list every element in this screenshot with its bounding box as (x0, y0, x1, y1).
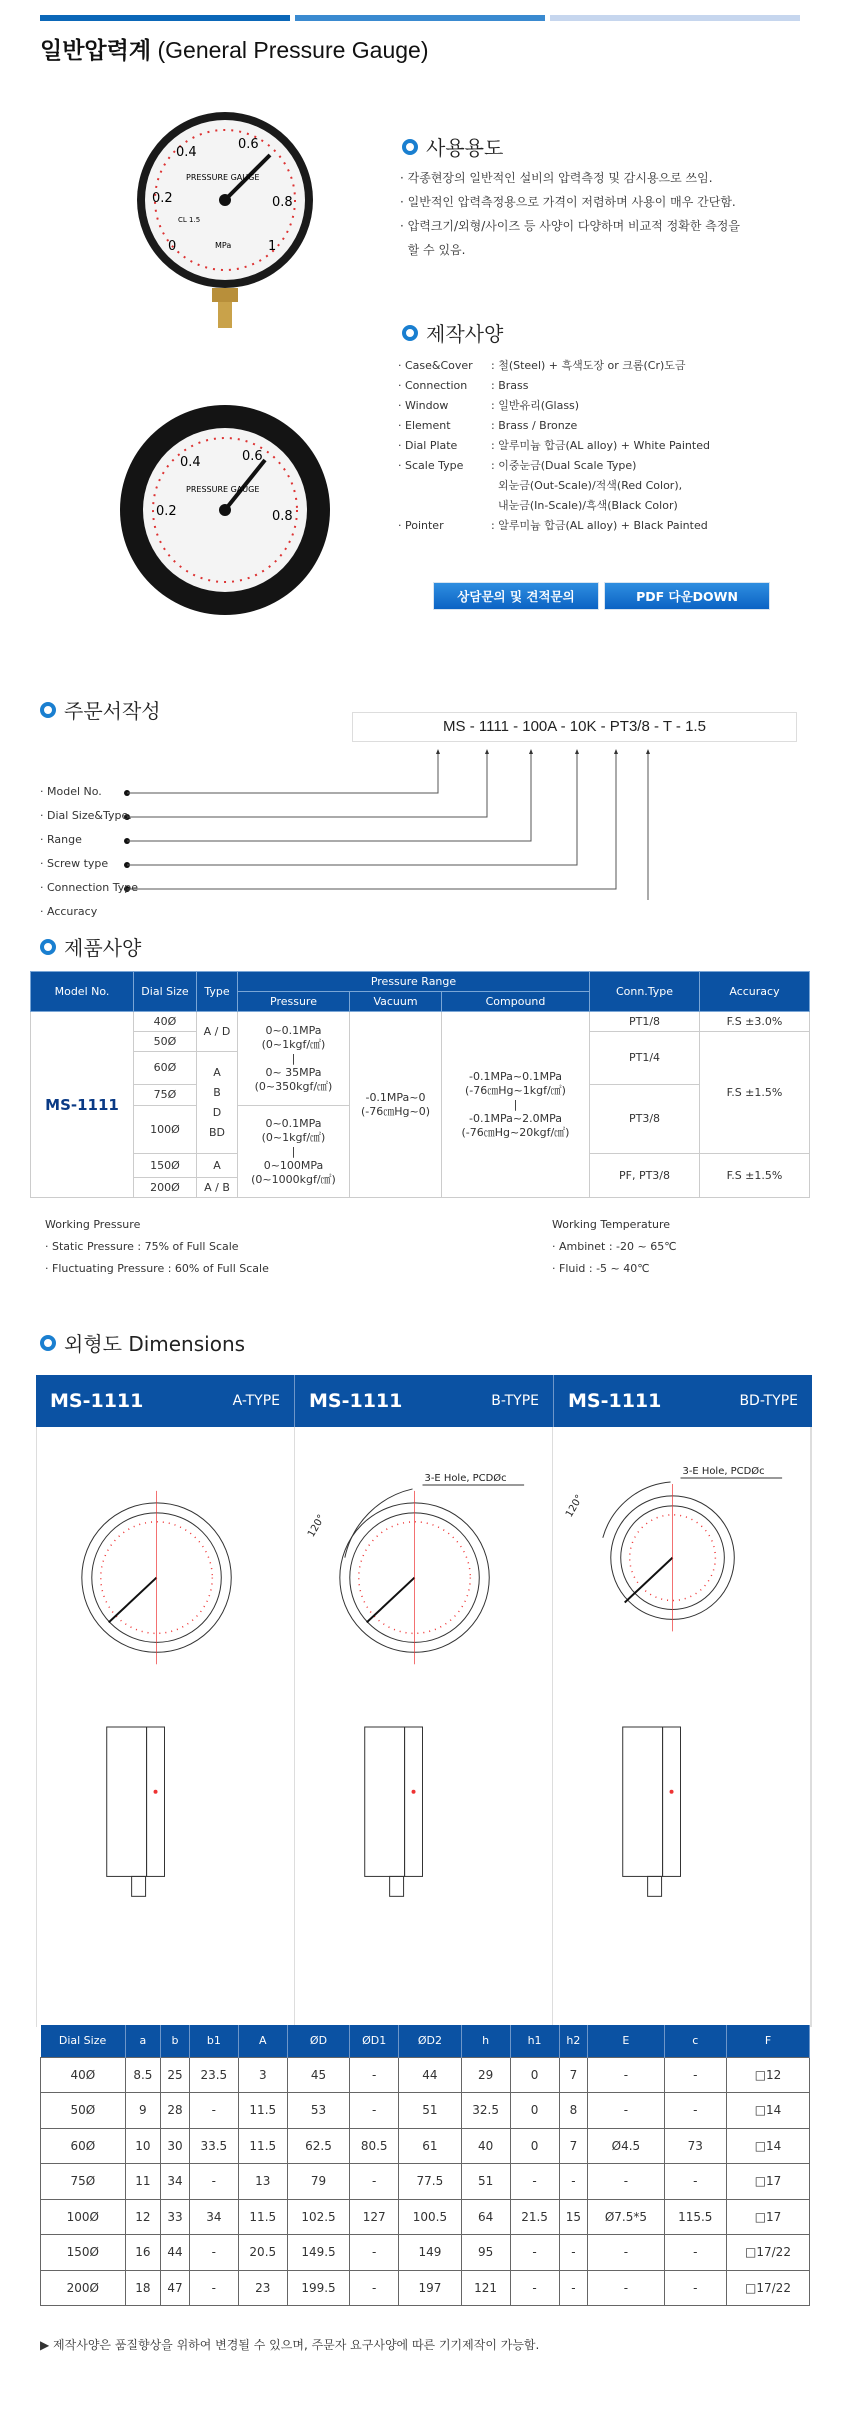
conn-cell: PF, PT3/8 (590, 1154, 700, 1198)
hole-label: 3-E Hole, PCDØc (424, 1472, 507, 1484)
page-title (40, 32, 429, 65)
dim-cell: 34 (189, 2199, 238, 2235)
dim-cell: 0 (510, 2057, 559, 2093)
col-accuracy: Accuracy (700, 972, 810, 1012)
gauge-label: 0.2 (156, 504, 177, 519)
gauge-label: 0 (168, 239, 177, 254)
vacuum-cell: -0.1MPa~0 (-76㎝Hg~0) (350, 1012, 442, 1198)
arrow-icon (646, 749, 650, 754)
gauge-label: 0.6 (238, 137, 259, 152)
col-type: Type (197, 972, 238, 1012)
order-label: · Range (40, 833, 82, 846)
title-bar-3 (550, 15, 800, 21)
title-ko: 일반압력계 (40, 37, 152, 63)
dim-col-header: F (726, 2025, 809, 2057)
dim-cell: 16 (125, 2235, 160, 2271)
working-pressure-title: Working Pressure (45, 1218, 141, 1231)
dim-cell: 32.5 (461, 2093, 510, 2129)
arrow-icon (575, 749, 579, 754)
dim-cell: - (559, 2235, 588, 2271)
dim-cell: - (189, 2270, 238, 2306)
dim-cell: - (559, 2270, 588, 2306)
dim-cell: 29 (461, 2057, 510, 2093)
spec-row (398, 476, 710, 496)
product-spec-heading-text: 제품사양 (64, 936, 142, 960)
spec-row (398, 356, 710, 376)
dim-cell: 25 (161, 2057, 190, 2093)
dim-cell: 100Ø (41, 2199, 126, 2235)
table-row (41, 2057, 810, 2093)
drawing-a-type (37, 1427, 295, 2027)
order-label: · Dial Size&Type. (40, 809, 132, 822)
dim-cell: 21.5 (510, 2199, 559, 2235)
dim-cell: Ø7.5*5 (588, 2199, 664, 2235)
gauge-label: 0.4 (176, 145, 197, 160)
dim-cell: 61 (399, 2128, 461, 2164)
usage-list (400, 166, 830, 262)
dim-cell: - (664, 2164, 726, 2200)
arrow-icon (614, 749, 618, 754)
dim-cell: 95 (461, 2235, 510, 2271)
panel-model: MS-1111 (568, 1390, 662, 1412)
gauge-label: 0.8 (272, 195, 293, 210)
dim-cell: 11 (125, 2164, 160, 2200)
dim-cell: - (350, 2093, 399, 2129)
spec-value: : 철(Steel) + 흑색도장 or 크롬(Cr)도금 (491, 359, 686, 372)
dial-cell: 150Ø (134, 1154, 197, 1178)
table-row (41, 2235, 810, 2271)
dim-col-header: Dial Size (41, 2025, 126, 2057)
dim-col-header: ØD (287, 2025, 349, 2057)
angle-label: 120° (564, 1493, 586, 1520)
dim-cell: - (559, 2164, 588, 2200)
table-row (41, 2128, 810, 2164)
order-label: · Connection Type (40, 881, 138, 894)
dim-cell: 11.5 (238, 2199, 287, 2235)
dim-cell: - (510, 2235, 559, 2271)
dim-cell: 23.5 (189, 2057, 238, 2093)
drawing-bd-type (553, 1427, 811, 2027)
conn-cell: PT3/8 (590, 1085, 700, 1154)
col-vacuum: Vacuum (350, 992, 442, 1012)
dial-cell: 75Ø (134, 1085, 197, 1106)
col-compound: Compound (442, 992, 590, 1012)
dim-cell: 200Ø (41, 2270, 126, 2306)
dim-cell: 9 (125, 2093, 160, 2129)
dim-cell: 44 (161, 2235, 190, 2271)
circle-bullet-icon (402, 325, 418, 341)
dim-cell: 44 (399, 2057, 461, 2093)
dim-cell: □12 (726, 2057, 809, 2093)
dim-cell: 40 (461, 2128, 510, 2164)
spec-row (398, 496, 710, 516)
angle-label: 120° (306, 1512, 328, 1540)
usage-item: 할 수 있음. (400, 243, 466, 257)
gauge-front (137, 112, 313, 328)
dim-cell: 12 (125, 2199, 160, 2235)
order-label: · Screw type (40, 857, 109, 870)
drawing-b-type (295, 1427, 553, 2027)
title-bar-1 (40, 15, 290, 21)
dim-col-header: a (125, 2025, 160, 2057)
dim-cell: 115.5 (664, 2199, 726, 2235)
dim-cell: 100.5 (399, 2199, 461, 2235)
table-row (41, 2093, 810, 2129)
accuracy-cell: F.S ±1.5% (700, 1032, 810, 1154)
dim-cell: 13 (238, 2164, 287, 2200)
usage-item: · 압력크기/외형/사이즈 등 사양이 다양하며 비교적 정확한 측정을 (400, 219, 740, 233)
gauge-label: 0.8 (272, 509, 293, 524)
dim-col-header: h (461, 2025, 510, 2057)
dim-cell: 79 (287, 2164, 349, 2200)
dim-cell: - (189, 2093, 238, 2129)
footnote: ▶ 제작사양은 품질향상을 위하여 변경될 수 있으며, 주문자 요구사양에 따른 기기제작이 가능함. (40, 2338, 540, 2352)
dim-col-header: h1 (510, 2025, 559, 2057)
dimensions-table (40, 2025, 810, 2306)
connector-line (127, 752, 438, 793)
dim-cell: - (189, 2164, 238, 2200)
dim-cell: 20.5 (238, 2235, 287, 2271)
spec-value: : 이중눈금(Dual Scale Type) (491, 459, 637, 472)
dim-cell: 121 (461, 2270, 510, 2306)
panel-type: A-TYPE (232, 1393, 280, 1409)
working-temp-title: Working Temperature (552, 1218, 671, 1231)
dim-cell: - (588, 2270, 664, 2306)
col-dial: Dial Size (134, 972, 197, 1012)
spec-value: : 알루미늄 합금(AL alloy) + White Painted (491, 439, 710, 452)
spec-value: : Brass (491, 379, 529, 392)
circle-bullet-icon (402, 139, 418, 155)
spec-key: · Case&Cover (398, 359, 473, 372)
dim-cell: - (664, 2093, 726, 2129)
spec-row (398, 416, 710, 436)
dim-cell: 60Ø (41, 2128, 126, 2164)
order-heading (40, 695, 161, 724)
dim-cell: 30 (161, 2128, 190, 2164)
dial-cell: 50Ø (134, 1032, 197, 1052)
dim-cell: - (350, 2164, 399, 2200)
arrow-icon (529, 749, 533, 754)
dim-cell: - (510, 2164, 559, 2200)
dim-col-header: A (238, 2025, 287, 2057)
panel-b (295, 1375, 554, 1427)
dim-cell: 23 (238, 2270, 287, 2306)
dim-cell: □14 (726, 2128, 809, 2164)
dim-cell: - (588, 2235, 664, 2271)
connector-line (127, 752, 531, 841)
conn-cell: PT1/4 (590, 1032, 700, 1085)
dim-col-header: h2 (559, 2025, 588, 2057)
spec-row (398, 516, 710, 536)
dim-cell: - (664, 2235, 726, 2271)
dim-cell: 7 (559, 2128, 588, 2164)
panel-type: BD-TYPE (739, 1393, 798, 1409)
table-row (41, 2199, 810, 2235)
dim-col-header: c (664, 2025, 726, 2057)
title-en: (General Pressure Gauge) (157, 37, 429, 63)
dim-cell: 50Ø (41, 2093, 126, 2129)
dim-cell: 7 (559, 2057, 588, 2093)
dim-cell: 18 (125, 2270, 160, 2306)
spec-value: : 알루미늄 합금(AL alloy) + Black Painted (491, 519, 708, 532)
arrow-icon (485, 749, 489, 754)
type-cell: A B D BD (197, 1052, 238, 1154)
dim-cell: - (664, 2057, 726, 2093)
dim-cell: 199.5 (287, 2270, 349, 2306)
spec-key: · Scale Type (398, 459, 464, 472)
dim-cell: □17 (726, 2199, 809, 2235)
dimensions-heading (40, 1328, 245, 1357)
panel-type: B-TYPE (491, 1393, 539, 1409)
connector-line (127, 752, 616, 889)
gauge-label: 0.6 (242, 449, 263, 464)
dim-cell: 34 (161, 2164, 190, 2200)
pressure-cell: 0~0.1MPa (0~1kgf/㎠) | 0~ 35MPa (0~350kgf/㎠) (238, 1012, 350, 1106)
arrow-icon (436, 749, 440, 754)
spec-row (398, 456, 710, 476)
spec-key: · Element (398, 419, 451, 432)
panel-model: MS-1111 (309, 1390, 403, 1412)
connector-line (127, 752, 487, 817)
spec-row (398, 436, 710, 456)
dim-cell: 77.5 (399, 2164, 461, 2200)
gauge-flange (120, 405, 330, 615)
inquiry-button[interactable]: 상담문의 및 견적문의 (433, 582, 599, 610)
spec-key: · Connection (398, 379, 468, 392)
order-heading-text: 주문서작성 (64, 699, 161, 723)
circle-bullet-icon (40, 1335, 56, 1351)
usage-heading (402, 132, 503, 161)
working-pressure-item: · Static Pressure : 75% of Full Scale (45, 1240, 239, 1253)
spec-key (398, 496, 491, 516)
dimension-drawings (36, 1427, 812, 2027)
dim-cell: 47 (161, 2270, 190, 2306)
col-pressure: Pressure (238, 992, 350, 1012)
pressure-cell: 0~0.1MPa (0~1kgf/㎠) | 0~100MPa (0~1000kgf/㎠) (238, 1106, 350, 1198)
dim-cell: 8.5 (125, 2057, 160, 2093)
dial-cell: 60Ø (134, 1052, 197, 1085)
accuracy-cell: F.S ±1.5% (700, 1154, 810, 1198)
col-range: Pressure Range (238, 972, 590, 992)
dim-cell: 10 (125, 2128, 160, 2164)
spec-key: · Pointer (398, 519, 444, 532)
dim-cell: 11.5 (238, 2128, 287, 2164)
usage-item: · 일반적인 압력측정용으로 가격이 저렴하며 사용이 매우 간단함. (400, 195, 736, 209)
accuracy-cell: F.S ±3.0% (700, 1012, 810, 1032)
model-cell: MS-1111 (31, 1012, 134, 1198)
table-row (41, 2164, 810, 2200)
usage-item: · 각종현장의 일반적인 설비의 압력측정 및 감시용으로 쓰임. (400, 171, 713, 185)
dim-cell: 51 (461, 2164, 510, 2200)
gauge-label: 0.4 (180, 455, 201, 470)
dim-cell: - (588, 2057, 664, 2093)
spec-row (398, 376, 710, 396)
order-label: · Model No. (40, 785, 102, 798)
dim-cell: □14 (726, 2093, 809, 2129)
working-temp-item: · Fluid : -5 ~ 40℃ (552, 1262, 650, 1275)
dim-cell: 8 (559, 2093, 588, 2129)
panel-bd (554, 1375, 812, 1427)
dimensions-heading-text: 외형도 Dimensions (64, 1332, 246, 1356)
dim-cell: - (350, 2270, 399, 2306)
spec-row (398, 396, 710, 416)
dim-cell: - (350, 2057, 399, 2093)
product-spec-heading (40, 932, 141, 961)
type-cell: A (197, 1154, 238, 1178)
spec-key (398, 476, 491, 496)
dim-cell: Ø4.5 (588, 2128, 664, 2164)
panel-model: MS-1111 (50, 1390, 144, 1412)
dim-col-header: b (161, 2025, 190, 2057)
circle-bullet-icon (40, 939, 56, 955)
dim-cell: 62.5 (287, 2128, 349, 2164)
compound-cell: -0.1MPa~0.1MPa (-76㎝Hg~1kgf/㎠) | -0.1MPa~2.0MPa (-76㎝Hg~20kgf/㎠) (442, 1012, 590, 1198)
dial-cell: 100Ø (134, 1106, 197, 1154)
product-photo (120, 110, 340, 630)
spec-value: : Brass / Bronze (491, 419, 578, 432)
dial-cell: 40Ø (134, 1012, 197, 1032)
working-pressure-item: · Fluctuating Pressure : 60% of Full Scale (45, 1262, 269, 1275)
dim-cell: 53 (287, 2093, 349, 2129)
pdf-download-button[interactable]: PDF 다운DOWN (604, 582, 770, 610)
table-row (41, 2270, 810, 2306)
gauge-face-text: PRESSURE GAUGE (186, 173, 260, 182)
dim-cell: 197 (399, 2270, 461, 2306)
product-spec-table (30, 971, 810, 1198)
dim-cell: 73 (664, 2128, 726, 2164)
spec-value: 내눈금(In-Scale)/흑색(Black Color) (491, 499, 678, 512)
type-cell: A / B (197, 1178, 238, 1198)
dim-cell: - (510, 2270, 559, 2306)
title-bar-2 (295, 15, 545, 21)
dim-cell: □17/22 (726, 2270, 809, 2306)
dim-cell: 0 (510, 2128, 559, 2164)
col-model: Model No. (31, 972, 134, 1012)
dial-cell: 200Ø (134, 1178, 197, 1198)
dim-cell: □17 (726, 2164, 809, 2200)
dim-cell: 75Ø (41, 2164, 126, 2200)
dim-cell: - (350, 2235, 399, 2271)
dim-cell: 149 (399, 2235, 461, 2271)
dim-cell: 3 (238, 2057, 287, 2093)
dim-cell: 80.5 (350, 2128, 399, 2164)
dim-cell: 15 (559, 2199, 588, 2235)
dim-col-header: E (588, 2025, 664, 2057)
dim-cell: 51 (399, 2093, 461, 2129)
order-code: MS - 1111 - 100A - 10K - PT3/8 - T - 1.5 (352, 712, 797, 742)
dim-cell: 102.5 (287, 2199, 349, 2235)
dim-cell: - (588, 2164, 664, 2200)
dim-cell: - (189, 2235, 238, 2271)
dim-cell: 127 (350, 2199, 399, 2235)
dim-cell: 64 (461, 2199, 510, 2235)
specs-heading (402, 318, 503, 347)
dim-cell: 33.5 (189, 2128, 238, 2164)
dim-col-header: ØD1 (350, 2025, 399, 2057)
hole-label: 3-E Hole, PCDØc (682, 1465, 765, 1477)
dim-cell: 0 (510, 2093, 559, 2129)
col-conn: Conn.Type (590, 972, 700, 1012)
specs-list (398, 356, 710, 536)
connector-line (127, 752, 648, 900)
dimensions-panel-header (36, 1375, 812, 1427)
gauge-face-text: PRESSURE GAUGE (186, 485, 260, 494)
dim-cell: 45 (287, 2057, 349, 2093)
circle-bullet-icon (40, 702, 56, 718)
dim-cell: - (664, 2270, 726, 2306)
dim-cell: 40Ø (41, 2057, 126, 2093)
dim-cell: 11.5 (238, 2093, 287, 2129)
panel-a (36, 1375, 295, 1427)
gauge-label: 1 (268, 239, 277, 254)
dim-cell: 150Ø (41, 2235, 126, 2271)
connector-line (127, 752, 577, 865)
spec-value: 외눈금(Out-Scale)/적색(Red Color), (491, 479, 683, 492)
spec-key: · Window (398, 399, 449, 412)
working-pressure (45, 1214, 269, 1280)
conn-cell: PT1/8 (590, 1012, 700, 1032)
specs-heading-text: 제작사양 (426, 322, 504, 346)
dim-cell: 149.5 (287, 2235, 349, 2271)
usage-heading-text: 사용용도 (426, 136, 504, 160)
order-label: · Accuracy (40, 905, 98, 918)
working-temp-item: · Ambinet : -20 ~ 65℃ (552, 1240, 677, 1253)
gauge-unit: MPa (215, 241, 232, 250)
dim-cell: □17/22 (726, 2235, 809, 2271)
spec-value: : 일반유리(Glass) (491, 399, 580, 412)
gauge-label: 0.2 (152, 191, 173, 206)
dim-cell: 33 (161, 2199, 190, 2235)
working-temperature (552, 1214, 677, 1280)
dim-cell: 28 (161, 2093, 190, 2129)
dim-cell: - (588, 2093, 664, 2129)
spec-key: · Dial Plate (398, 439, 458, 452)
gauge-class-text: CL 1.5 (178, 216, 201, 224)
type-cell: A / D (197, 1012, 238, 1052)
dim-col-header: ØD2 (399, 2025, 461, 2057)
dim-col-header: b1 (189, 2025, 238, 2057)
